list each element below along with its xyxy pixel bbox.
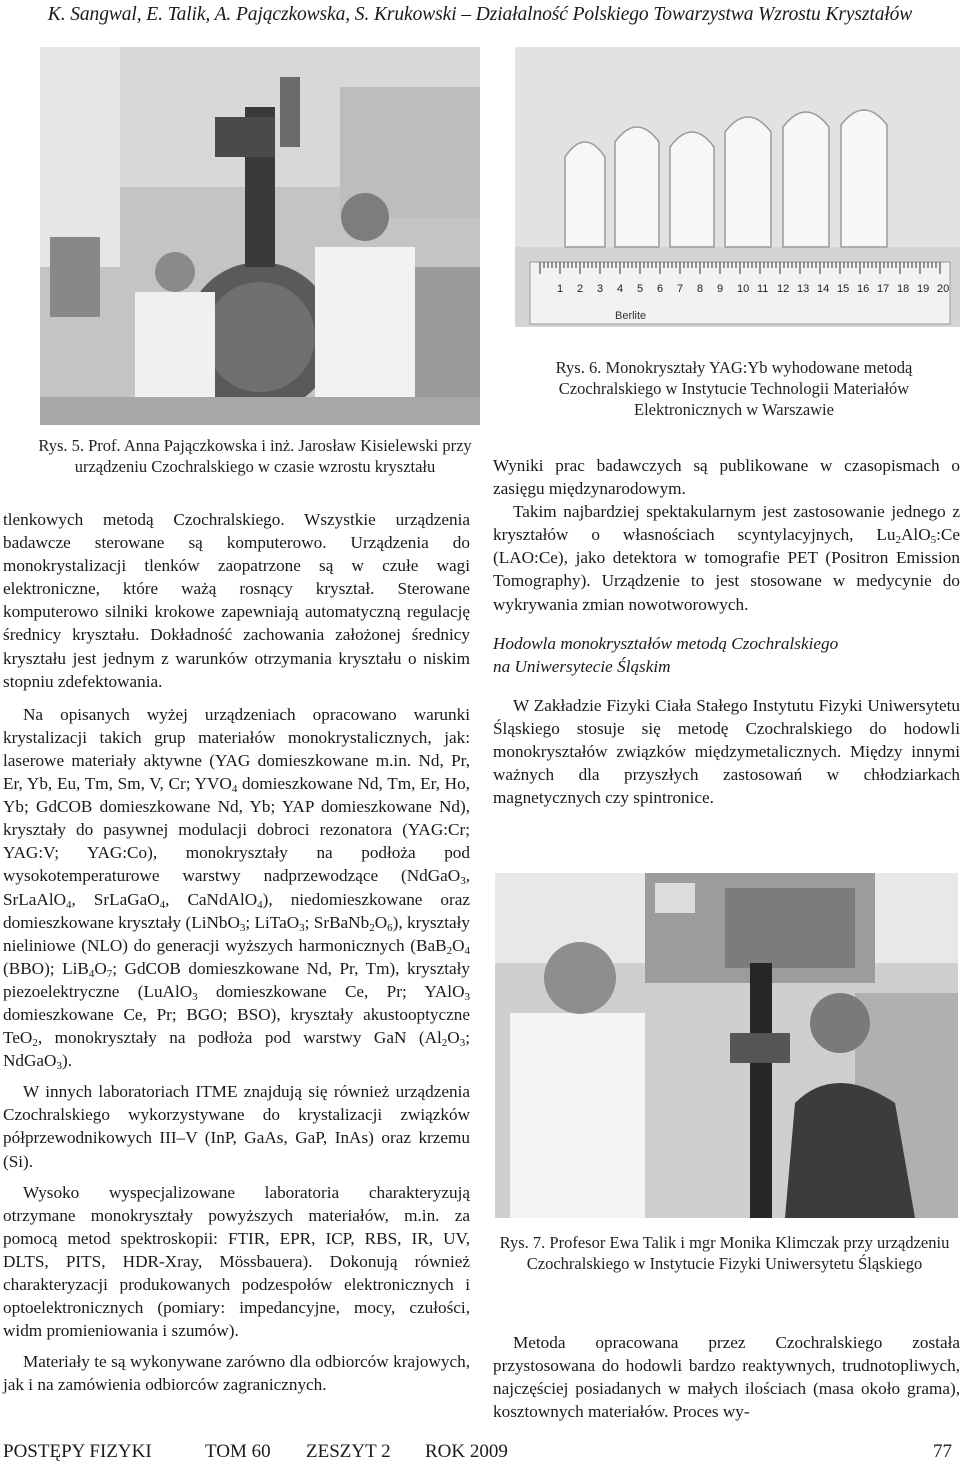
left-paragraph-4: Wysoko wyspecjalizowane laboratoria charakteryzują otrzymane monokryształy powyższych materiałów, m.in. za pomocą metod spektroskopii: FTIR, EPR, ICP, RBS, IR, UV, DLTS, PITS, HDR-Xray, Mössbauera). Dokonują również charakteryzacji produkowanych podzespołów elektronicznych i optoelektronicznych (pomiary: impedancyjne, mocy, czułości, widm promieniowania i szumów). xyxy=(3,1182,470,1341)
right-column-top xyxy=(493,454,960,809)
right-paragraph-2: Takim najbardziej spektakularnym jest zastosowanie jednego z kryształów o własnościach scyntylacyjnych, $Lu_2AlO_5:Ce$ (LAO:Ce), jako detektora w tomografie PET (Positron Emission Tomography). Urządzenie to jest stosowane w medycynie do wykrywania zmian nowotworowych. xyxy=(493,502,960,614)
ruler-number: 8 xyxy=(697,283,704,295)
ruler-number: 2 xyxy=(577,283,584,295)
ruler-number: 9 xyxy=(717,283,724,295)
ruler-number: 13 xyxy=(797,283,810,295)
ruler-number: 18 xyxy=(897,283,910,295)
ruler-number: 1 xyxy=(557,283,564,295)
ruler-number: 20 xyxy=(937,283,950,295)
section-title-line-1: Hodowla monokryształów metodą Czochralskiego xyxy=(493,633,839,653)
left-column xyxy=(3,508,470,1396)
left-paragraph-1: tlenkowych metodą Czochralskiego. Wszystkie urządzenia badawcze sterowane są komputerowo. Urządzenia do monokrystalizacji tlenków zaopatrzone są w czułe wagi elektroniczne, które ważą rosnący kryształ. Sterowane komputerowo silniki krokowe zapewniają automatyczną regulację średnicy kryształu. Dokładność zachowania założonej średnicy kryształu jest jednym z warunków otrzymania kryształu o niskim stopniu zdefektowania. xyxy=(3,510,470,691)
right-column-bottom xyxy=(493,1331,960,1423)
ruler-number: 4 xyxy=(617,283,624,295)
figure-6-caption xyxy=(510,357,958,420)
figure-5-caption xyxy=(35,435,475,477)
footer-volume: TOM 60 xyxy=(205,1441,271,1462)
ruler-number: 17 xyxy=(877,283,890,295)
section-title-line-2: na Uniwersytecie Śląskim xyxy=(493,656,671,676)
left-paragraph-2: Na opisanych wyżej urządzeniach opracowano warunki krystalizacji takich grup materiałów monokrystalicznych, jak: laserowe materiały aktywne (YAG domieszkowane m.in. Nd, Pr, Er, Yb, Eu, Tm, Sm, V, Cr; $YVO_4$ domieszkowane Nd, Tm, Er, Ho, Yb; GdCOB domieszkowane Nd, Yb; YAP domieszkowane Nd), kryształy do pasywnej modulacji dobroci rezonatora (YAG:Cr; YAG:V; YAG:Co), monokryształy na podłoża pod wysokotemperaturowe warstwy nadprzewodzące (NdGaO$_3$, SrLaAlO$_4$, SrLaGaO$_4$, CaNdAlO$_4$), niedomieszkowane oraz domieszkowane kryształy (LiNbO$_3$; LiTaO$_3$; $SrBaNb_2O_6$), kryształy nieliniowe (NLO) do generacji wyższych harmonicznych ($BaB_2O_4$ (BBO); $LiB_4O_7$; GdCOB domieszkowane Nd, Pr, Tm), kryształy piezoelektryczne (LuAlO$_3$ domieszkowane Ce, Pr; YAlO$_3$ domieszkowane Ce, Pr; BGO; BSO), kryształy akustooptyczne TeO$_2$, monokryształy na podłoża pod warstwy GaN ($Al_2O_3$; NdGaO$_3$). xyxy=(3,704,470,1073)
right-paragraph-1: Wyniki prac badawczych są publikowane w czasopismach o zasięgu międzynarodowym. xyxy=(493,456,960,499)
running-header: K. Sangwal, E. Talik, A. Pajączkowska, S. Krukowski – Działalność Polskiego Towarzystwa Wzrostu Kryształów xyxy=(47,4,913,25)
figure-6-caption-text: Rys. 6. Monokryształy YAG:Yb wyhodowane metodą Czochralskiego w Instytucie Technologii Materiałów Elektronicznych w Warszawie xyxy=(555,358,913,419)
figure-7-photo xyxy=(495,873,958,1218)
ruler-number: 3 xyxy=(597,283,604,295)
footer-year: ROK 2009 xyxy=(425,1441,508,1462)
footer-journal: POSTĘPY FIZYKI xyxy=(3,1441,152,1462)
footer-issue: ZESZYT 2 xyxy=(306,1441,391,1462)
figure-5-photo xyxy=(40,47,480,425)
ruler-number: 11 xyxy=(757,283,769,295)
ruler-number: 15 xyxy=(837,283,850,295)
ruler-number: 6 xyxy=(657,283,664,295)
ruler-number: 5 xyxy=(637,283,644,295)
right-paragraph-4: Metoda opracowana przez Czochralskiego została przystosowana do hodowli bardzo reaktywnych, trudnotopliwych, najczęściej posiadanych w małych ilościach (masa około grama), kosztownych materiałów. Proces wy- xyxy=(493,1333,960,1422)
figure-6-photo xyxy=(515,47,960,327)
ruler-number: 14 xyxy=(817,283,830,295)
left-paragraph-5: Materiały te są wykonywane zarówno dla odbiorców krajowych, jak i na zamówienia odbiorców zagranicznych. xyxy=(3,1352,470,1395)
ruler-number: 12 xyxy=(777,283,790,295)
ruler-number: 7 xyxy=(677,283,684,295)
ruler-number: 16 xyxy=(857,283,870,295)
ruler-number: 19 xyxy=(917,283,930,295)
figure-5-caption-text: Rys. 5. Prof. Anna Pajączkowska i inż. Jarosław Kisielewski przy urządzeniu Czochralskiego w czasie wzrostu kryształu xyxy=(38,436,472,476)
figure-7-caption xyxy=(497,1232,952,1274)
page-number: 77 xyxy=(933,1441,952,1462)
section-title xyxy=(493,632,960,678)
ruler-brand: Berlite xyxy=(615,310,647,322)
left-paragraph-3: W innych laboratoriach ITME znajdują się również urządzenia Czochralskiego wykorzystywane do krystalizacji związków półprzewodnikowych III–V (InP, GaAs, GaP, InAs) oraz krzemu (Si). xyxy=(3,1082,470,1171)
right-paragraph-3: W Zakładzie Fizyki Ciała Stałego Instytutu Fizyki Uniwersytetu Śląskiego stosuje się metodę Czochralskiego do hodowli monokryształów związków międzymetalicznych. Między innymi ważnych dla przyszłych zastosowań w chłodziarkach magnetycznych czy spintronice. xyxy=(493,695,960,808)
ruler-number: 10 xyxy=(737,283,750,295)
figure-7-caption-text: Rys. 7. Profesor Ewa Talik i mgr Monika Klimczak przy urządzeniu Czochralskiego w Instytucie Fizyki Uniwersytetu Śląskiego xyxy=(499,1233,950,1273)
